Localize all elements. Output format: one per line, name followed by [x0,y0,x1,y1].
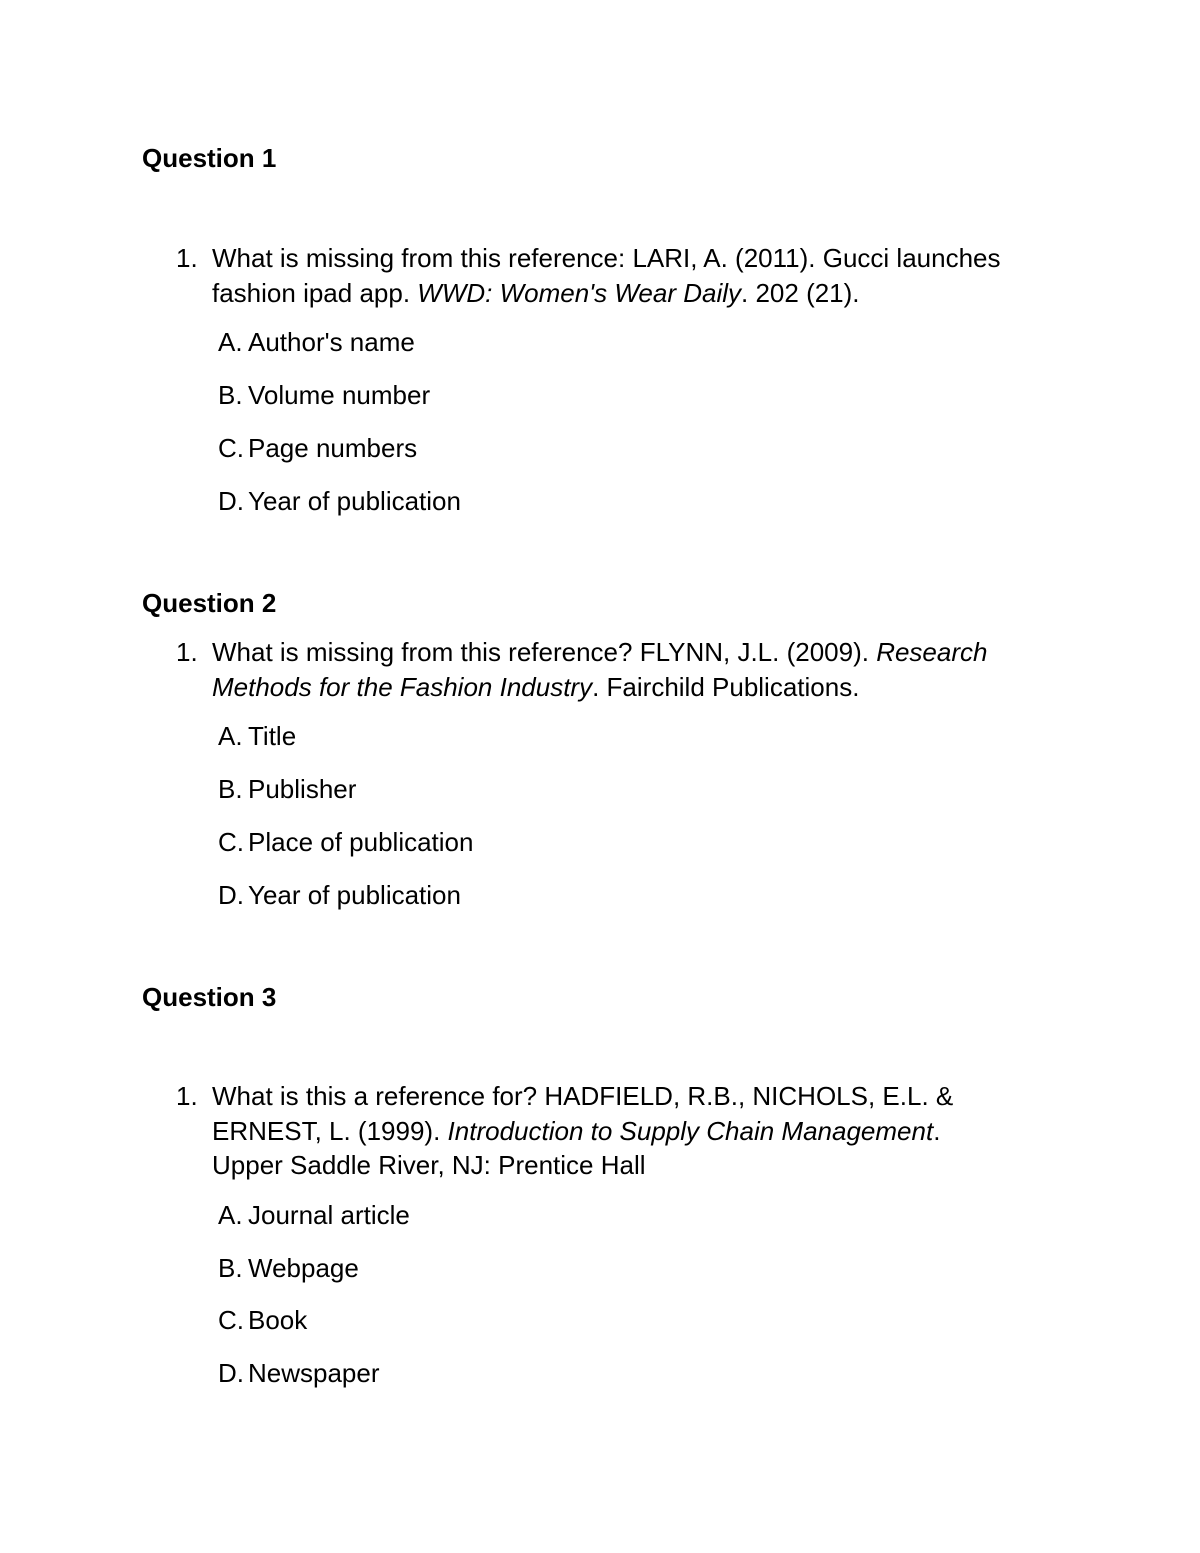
option-letter: A. [218,721,243,751]
question-1-option-d [218,486,461,516]
option-text: Page numbers [248,433,418,463]
question-3-heading: Question 3 [142,982,277,1012]
option-text: Year of publication [248,486,461,516]
stem-italic-source: Research Methods for the Fashion Industry [212,637,988,702]
stem-text: What is missing from this reference? FLYNN, J.L. (2009). [212,637,877,667]
option-text: Publisher [248,774,357,804]
option-text: Journal article [248,1200,410,1230]
option-text: Year of publication [248,880,461,910]
question-3-stem [212,1079,1012,1183]
question-2-option-b [218,774,356,804]
question-2-option-a [218,721,296,751]
stem-italic-source: WWD: Women's Wear Daily [417,277,742,308]
stem-text: . Fairchild Publications. [592,671,860,702]
option-letter: D. [218,880,244,910]
question-1-stem [212,241,1082,310]
stem-italic-source: Introduction to Supply Chain Management [447,1115,934,1146]
option-text: Book [248,1305,308,1335]
question-1-option-c [218,433,417,463]
option-letter: C. [218,433,244,463]
option-text: Place of publication [248,827,474,857]
option-text: Newspaper [248,1358,380,1388]
option-letter: B. [218,1253,243,1283]
option-text: Title [248,721,297,751]
question-1-option-b [218,380,430,410]
question-1-heading: Question 1 [142,143,277,173]
question-3-option-b [218,1253,359,1283]
option-letter: B. [218,774,243,804]
question-1-number: 1. [176,243,198,273]
option-text: Volume number [248,380,431,410]
stem-text: . Upper Saddle River, NJ: Prentice Hall [212,1115,941,1180]
option-letter: C. [218,827,244,857]
stem-text: . 202 (21). [741,277,860,308]
option-letter: A. [218,327,243,357]
question-1-option-a [218,327,415,357]
question-3-option-c [218,1305,307,1335]
option-letter: B. [218,380,243,410]
question-3-option-d [218,1358,380,1388]
question-2-option-d [218,880,461,910]
option-letter: A. [218,1200,243,1230]
question-2-option-c [218,827,473,857]
stem-text: What is missing from this reference: LARI, A. (2011). Gucci launches fashion ipad app. [212,243,1001,308]
option-letter: D. [218,486,244,516]
question-3-option-a [218,1200,410,1230]
stem-text: What is this a reference for? HADFIELD, R.B., NICHOLS, E.L. & ERNEST, L. (1999). [212,1081,954,1146]
question-2-stem [212,635,1082,704]
question-3-number: 1. [176,1081,198,1111]
question-2-number: 1. [176,637,198,667]
option-text: Author's name [248,327,415,357]
option-text: Webpage [248,1253,359,1283]
option-letter: D. [218,1358,244,1388]
question-2-heading: Question 2 [142,588,277,618]
option-letter: C. [218,1305,244,1335]
